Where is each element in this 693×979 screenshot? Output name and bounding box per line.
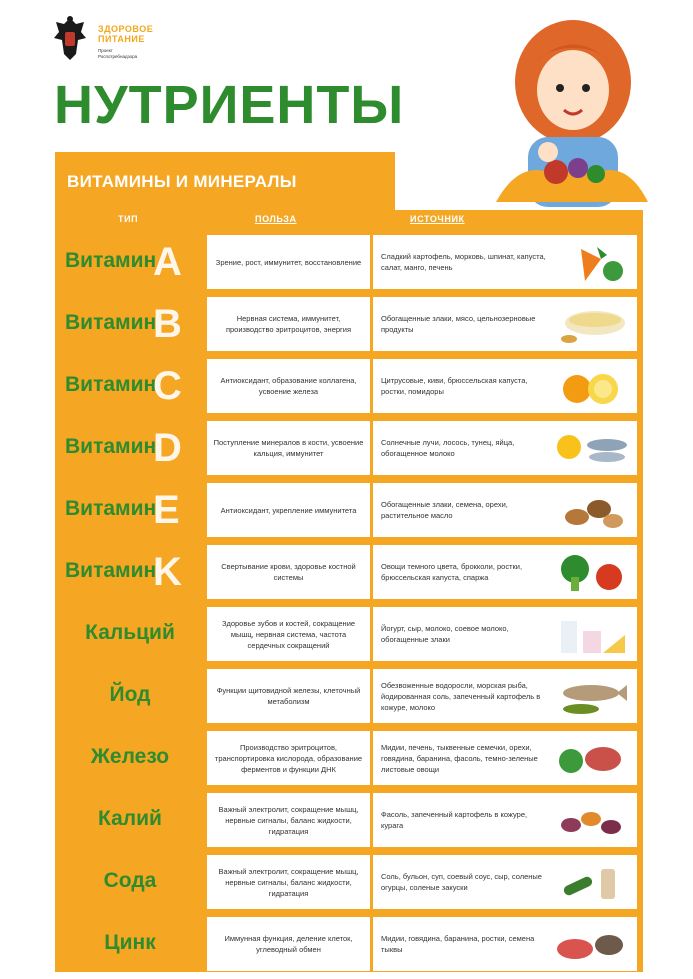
- column-header-benefit: ПОЛЬЗА: [255, 214, 297, 224]
- type-label: Калий: [98, 807, 162, 830]
- vitamin-letter: B: [153, 302, 182, 346]
- vitamin-letter: C: [153, 364, 182, 408]
- type-label: Кальций: [85, 621, 175, 644]
- source-text: Мидии, печень, тыквенные семечки, орехи, говядина, баранина, фасоль, темно-зеленые листовые овощи: [381, 742, 538, 774]
- type-label: Витамин: [65, 311, 157, 334]
- benefit-cell: Антиоксидант, укрепление иммунитета: [207, 483, 370, 537]
- type-label: Витамин: [65, 249, 157, 272]
- column-header-type: ТИП: [118, 214, 139, 224]
- benefit-cell: Здоровье зубов и костей, сокращение мышц, нервная система, частота сердечных сокращений: [207, 607, 370, 661]
- mussels-icon: [551, 923, 629, 967]
- benefit-cell: Антиоксидант, образование коллагена, усвоение железа: [207, 359, 370, 413]
- grain-bowl-icon: [551, 303, 629, 347]
- vitamin-letter: A: [153, 240, 182, 284]
- source-text: Обогащенные злаки, семена, орехи, растительное масло: [381, 500, 508, 520]
- source-cell: [373, 545, 637, 599]
- table-row: [55, 294, 643, 352]
- source-cell: [373, 483, 637, 537]
- eagle-emblem-icon: [50, 14, 90, 66]
- table-row: [55, 914, 643, 972]
- logo-sub-line2: Роспотребнадзора: [98, 54, 138, 59]
- citrus-icon: [551, 365, 629, 409]
- type-label: Сода: [103, 869, 157, 892]
- vitamin-letter: D: [153, 426, 182, 470]
- source-text: Цитрусовые, киви, брюссельская капуста, ростки, помидоры: [381, 376, 528, 396]
- benefit-cell: Свертывание крови, здоровье костной системы: [207, 545, 370, 599]
- table-row: [55, 356, 643, 414]
- meat-greens-icon: [551, 737, 629, 781]
- nuts-icon: [551, 489, 629, 533]
- source-text: Овощи темного цвета, брокколи, ростки, брюссельская капуста, спаржа: [381, 562, 523, 582]
- type-label: Витамин: [65, 559, 157, 582]
- benefit-cell: Нервная система, иммунитет, производство эритроцитов, энергия: [207, 297, 370, 351]
- logo-sub-line1: Проект: [98, 48, 113, 53]
- logo-name-line2: ПИТАНИЕ: [98, 34, 145, 44]
- source-cell: [373, 297, 637, 351]
- source-text: Соль, бульон, суп, соевый соус, сыр, соленые огурцы, соленые закуски: [381, 872, 542, 892]
- benefit-cell: Важный электролит, сокращение мышц, нервные сигналы, баланс жидкости, гидратация: [207, 793, 370, 847]
- type-label: Витамин: [65, 497, 157, 520]
- source-cell: [373, 855, 637, 909]
- fish-icon: [551, 675, 629, 719]
- broccoli-icon: [551, 551, 629, 595]
- source-cell: [373, 421, 637, 475]
- source-text: Мидии, говядина, баранина, ростки, семена тыквы: [381, 934, 535, 954]
- source-cell: [373, 793, 637, 847]
- table-row: [55, 542, 643, 600]
- logo-subtitle: [98, 48, 178, 60]
- logo-brand: [98, 24, 153, 44]
- table-row: [55, 604, 643, 662]
- source-cell: [373, 669, 637, 723]
- pickles-icon: [551, 861, 629, 905]
- benefit-cell: Производство эритроцитов, транспортировка кислорода, образование ферментов и функции ДНК: [207, 731, 370, 785]
- girl-with-fruit-bowl-illustration: [478, 12, 658, 212]
- source-cell: [373, 731, 637, 785]
- vitamin-letter: K: [153, 550, 182, 594]
- benefit-cell: Иммунная функция, деление клеток, углеводный обмен: [207, 917, 370, 971]
- logo-name-line1: ЗДОРОВОЕ: [98, 24, 154, 34]
- table-row: [55, 790, 643, 848]
- type-label: Витамин: [65, 373, 157, 396]
- table-row: [55, 852, 643, 910]
- benefit-cell: Важный электролит, сокращение мышц, нервные сигналы, баланс жидкости, гидратация: [207, 855, 370, 909]
- type-label: Йод: [109, 683, 151, 706]
- table-row: [55, 418, 643, 476]
- dairy-icon: [551, 613, 629, 657]
- source-text: Сладкий картофель, морковь, шпинат, капуста, салат, манго, печень: [381, 252, 546, 272]
- source-cell: [373, 235, 637, 289]
- type-label: Цинк: [104, 931, 156, 954]
- benefit-cell: Зрение, рост, иммунитет, восстановление: [207, 235, 370, 289]
- source-text: Фасоль, запеченный картофель в кожуре, курага: [381, 810, 528, 830]
- table-row: [55, 480, 643, 538]
- vitamin-letter: E: [153, 488, 180, 532]
- source-text: Йогурт, сыр, молоко, соевое молоко, обогащенные злаки: [381, 624, 509, 644]
- benefit-cell: Функции щитовидной железы, клеточный метаболизм: [207, 669, 370, 723]
- carrot-icon: [551, 241, 629, 285]
- page-title: НУТРИЕНТЫ: [54, 75, 405, 135]
- source-text: Солнечные лучи, лосось, тунец, яйца, обогащенное молоко: [381, 438, 515, 458]
- source-cell: [373, 359, 637, 413]
- logo: [44, 10, 214, 70]
- source-cell: [373, 607, 637, 661]
- section-title: ВИТАМИНЫ И МИНЕРАЛЫ: [55, 152, 395, 210]
- beans-icon: [551, 799, 629, 843]
- source-text: Обогащенные злаки, мясо, цельнозерновые продукты: [381, 314, 536, 334]
- table-row: [55, 666, 643, 724]
- benefit-cell: Поступление минералов в кости, усвоение кальция, иммунитет: [207, 421, 370, 475]
- source-text: Обезвоженные водоросли, морская рыба, йодированная соль, запеченный картофель в кожуре, молоко: [381, 680, 541, 712]
- source-cell: [373, 917, 637, 971]
- column-header-source: ИСТОЧНИК: [410, 214, 465, 224]
- table-row: [55, 232, 643, 290]
- table-row: [55, 728, 643, 786]
- sun-fish-icon: [551, 427, 629, 471]
- type-label: Витамин: [65, 435, 157, 458]
- type-label: Железо: [90, 745, 170, 768]
